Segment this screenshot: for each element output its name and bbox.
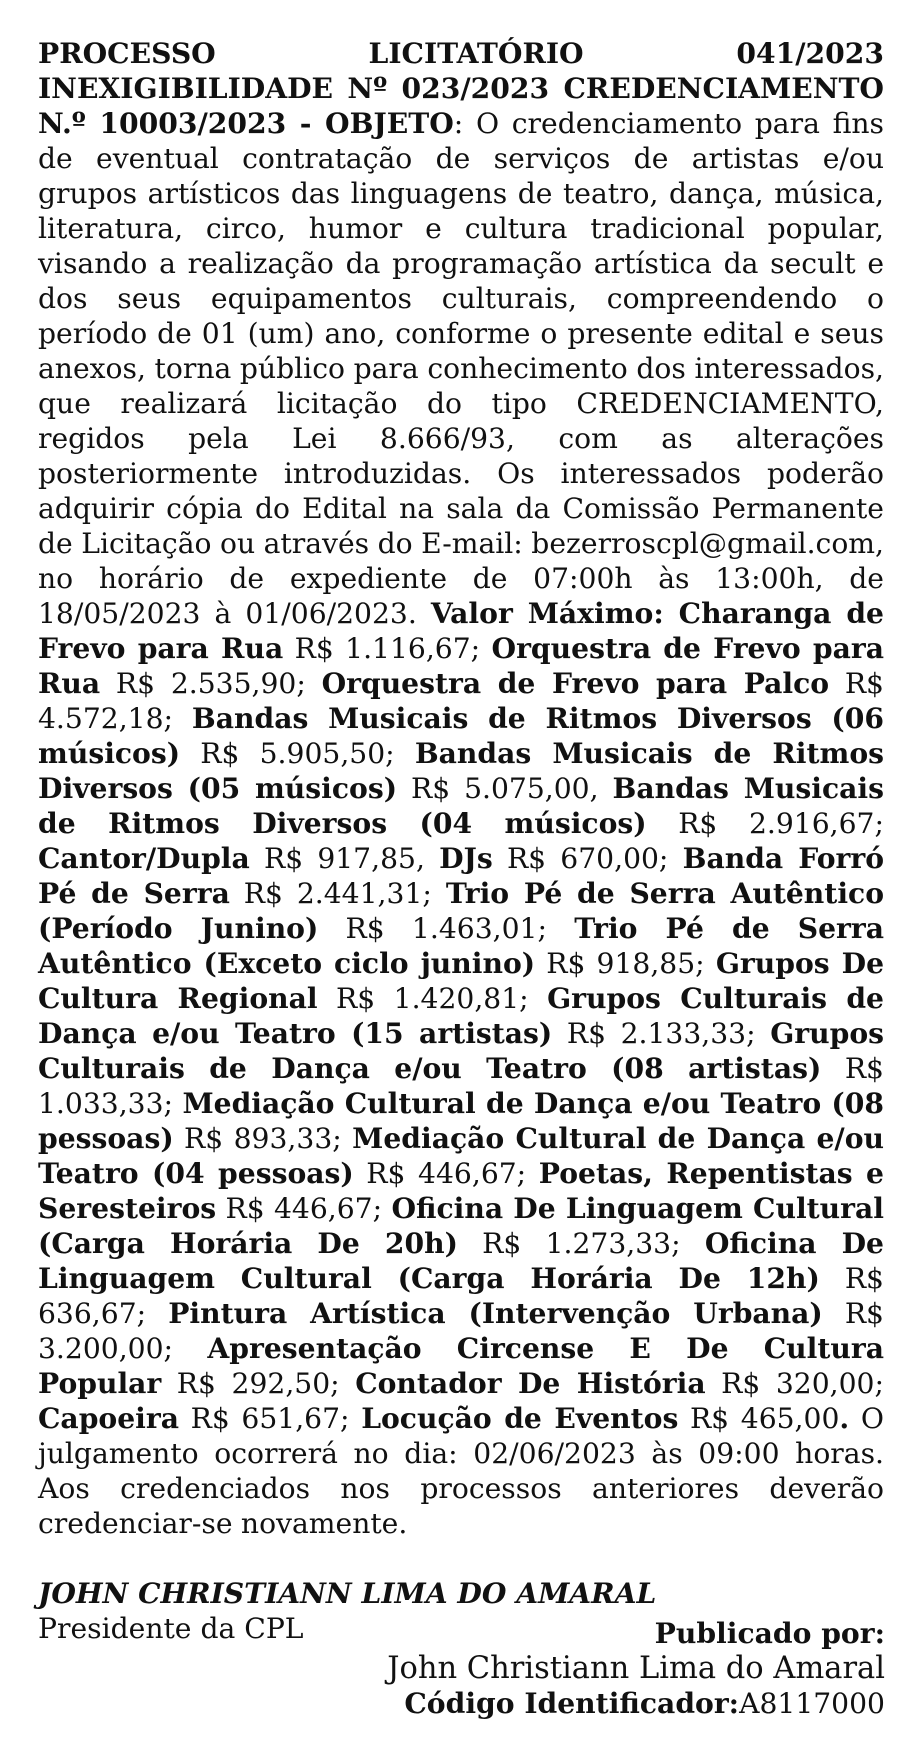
notice-text-run: R$ 5.905,50; — [180, 737, 415, 770]
publication-document — [38, 36, 884, 1646]
notice-bold-run: Grupos Culturais de Dança e/ou Teatro (15 artistas) — [38, 982, 884, 1050]
notice-text-run: R$ 2.441,31; — [229, 877, 446, 910]
notice-text-run: R$ 446,67; — [216, 1192, 392, 1225]
notice-text-run: R$ 292,50; — [161, 1367, 356, 1400]
notice-bold-run: Banda Forró Pé de Serra — [38, 842, 884, 910]
notice-bold-run: Cantor/Dupla — [38, 842, 250, 875]
notice-bold-run: DJs — [439, 842, 493, 875]
notice-bold-run: Valor Máximo: Charanga de Frevo para Rua — [38, 597, 884, 665]
notice-bold-run: Orquestra de Frevo para Palco — [321, 667, 830, 700]
publisher-name: John Christiann Lima do Amaral — [387, 1651, 885, 1686]
signatory-name: JOHN CHRISTIANN LIMA DO AMARAL — [38, 1577, 657, 1610]
notice-bold-run: Locução de Eventos — [361, 1402, 679, 1435]
notice-text-run: R$ 465,00 — [678, 1402, 840, 1435]
notice-text-run: R$ 917,85, — [249, 842, 440, 875]
notice-bold-run: Oficina De Linguagem Cultural (Carga Horária De 20h) — [38, 1192, 884, 1260]
notice-bold-run: Bandas Musicais de Ritmos Diversos (06 músicos) — [38, 702, 884, 770]
notice-text-run: R$ 4.572,18; — [38, 667, 884, 735]
notice-bold-run: PROCESSO LICITATÓRIO 041/2023 INEXIGIBILIDADE Nº 023/2023 CREDENCIAMENTO N.º 10003/2023 - OBJETO — [38, 37, 884, 140]
notice-bold-run: Trio Pé de Serra Autêntico (Período Junino) — [38, 877, 884, 945]
notice-bold-run: Mediação Cultural de Dança e/ou Teatro (08 pessoas) — [38, 1087, 884, 1155]
notice-bold-run: Contador De História — [355, 1367, 706, 1400]
notice-bold-run: Trio Pé de Serra Autêntico (Exceto ciclo junino) — [38, 912, 884, 980]
notice-text-run: R$ 320,00; — [705, 1367, 884, 1400]
publisher-block — [387, 1616, 885, 1721]
notice-text-run: R$ 3.200,00; — [38, 1297, 884, 1365]
notice-bold-run: Bandas Musicais de Ritmos Diversos (05 músicos) — [38, 737, 884, 805]
notice-text-run: R$ 2.535,90; — [100, 667, 322, 700]
identifier-code-value: A8117000 — [739, 1687, 885, 1720]
notice-bold-run: Grupos De Cultura Regional — [38, 947, 884, 1015]
notice-bold-run: Apresentação Circense E De Cultura Popular — [38, 1332, 884, 1400]
notice-body-text — [38, 36, 884, 1541]
identifier-code-label: Código Identificador: — [404, 1687, 740, 1720]
notice-text-run: R$ 1.420,81; — [317, 982, 548, 1015]
notice-bold-run: Pintura Artística (Intervenção Urbana) — [168, 1297, 823, 1330]
notice-text-run: R$ 670,00; — [492, 842, 683, 875]
notice-bold-run: Mediação Cultural de Dança e/ou Teatro (04 pessoas) — [38, 1122, 884, 1190]
notice-text-run: R$ 2.916,67; — [646, 807, 884, 840]
notice-text-run: O julgamento ocorrerá no dia: 02/06/2023 às 09:00 horas. Aos credenciados nos processos anteriores deverão credenciar-se novamente. — [38, 1402, 884, 1540]
notice-bold-run: Orquestra de Frevo para Rua — [38, 632, 884, 700]
notice-text-run: R$ 5.075,00, — [397, 772, 613, 805]
notice-bold-run: . — [839, 1402, 850, 1435]
notice-text-run: R$ 1.116,67; — [283, 632, 492, 665]
notice-text-run: R$ 1.273,33; — [457, 1227, 705, 1260]
notice-text-run: : O credenciamento para fins de eventual contratação de serviços de artistas e/ou grupos artísticos das linguagens de teatro, dança, música, literatura, circo, humor e cultura tradicional popular, visando a realização da programação artística da secult e dos seus equipamentos culturais, compreendendo o período de 01 (um) ano, conforme o presente edital e seus anexos, torna público para conhecimento dos interessados, que realizará licitação do tipo CREDENCIAMENTO, regidos pela Lei 8.666/93, com as alterações posteriormente introduzidas. Os interessados poderão adquirir cópia do Edital na sala da Comissão Permanente de Licitação ou através do E-mail: bezerroscpl@gmail.com, no horário de expediente de 07:00h às 13:00h, de 18/05/2023 à 01/06/2023. — [38, 107, 884, 630]
notice-text-run: R$ 446,67; — [353, 1157, 539, 1190]
notice-text-run: R$ 651,67; — [178, 1402, 362, 1435]
signatory-role: Presidente da CPL — [38, 1612, 304, 1645]
notice-bold-run: Poetas, Repentistas e Seresteiros — [38, 1157, 884, 1225]
notice-bold-run: Bandas Musicais de Ritmos Diversos (04 músicos) — [38, 772, 884, 840]
identifier-code — [387, 1686, 885, 1721]
notice-text-run: R$ 1.033,33; — [38, 1052, 884, 1120]
notice-bold-run: Capoeira — [38, 1402, 179, 1435]
publisher-label: Publicado por: — [654, 1617, 885, 1650]
notice-text-run: R$ 636,67; — [38, 1262, 884, 1330]
notice-bold-run: Oficina De Linguagem Cultural (Carga Horária De 12h) — [38, 1227, 884, 1295]
notice-text-run: R$ 918,85; — [535, 947, 716, 980]
notice-text-run: R$ 893,33; — [173, 1122, 353, 1155]
notice-text-run: R$ 2.133,33; — [552, 1017, 771, 1050]
notice-text-run: R$ 1.463,01; — [318, 912, 575, 945]
notice-bold-run: Grupos Culturais de Dança e/ou Teatro (08 artistas) — [38, 1017, 884, 1085]
